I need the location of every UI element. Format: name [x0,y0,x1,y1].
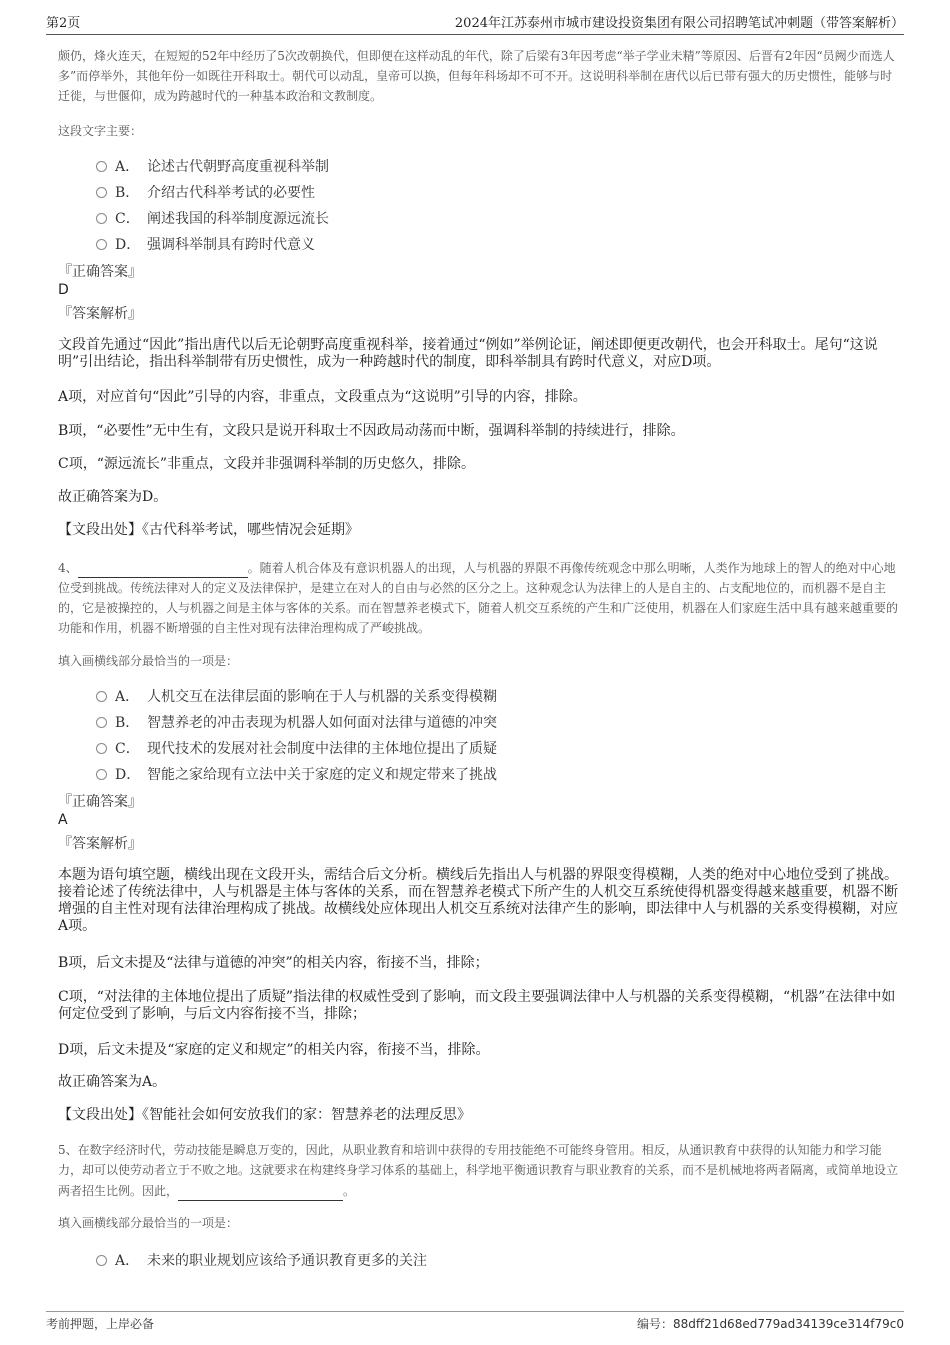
option-text: 现代技术的发展对社会制度中法律的主体地位提出了质疑 [147,741,497,757]
q4-option-d[interactable]: D． 智能之家给现有立法中关于家庭的定义和规定带来了挑战 [96,764,497,784]
option-text: 未来的职业规划应该给予通识教育更多的关注 [147,1253,427,1269]
q3-answer-label: 『正确答案』 [58,264,142,280]
q4-answer-label: 『正确答案』 [58,794,142,810]
q4-blank [78,557,248,578]
q3-analysis-label: 『答案解析』 [58,306,142,322]
q5-question: 填入画横线部分最恰当的一项是： [58,1216,239,1230]
option-text: 介绍古代科举考试的必要性 [147,185,315,201]
q3-analysis-main: 文段首先通过“因此”指出唐代以后无论朝野高度重视科举，接着通过“例如”举例论证，阐述即便更改朝代，也会开科取士。尾句“这说明”引出结论，指出科举制带有历史惯性，成为一种跨越时代的制度，即科举制具有跨时代意义，对应D项。 [58,337,878,370]
q4-passage-text: 。随着人机合体及有意识机器人的出现，人与机器的界限不再像传统观念中那么明晰，人类作为地球上的智人的绝对中心地位受到挑战。传统法律对人的定义及法律保护，是建立在对人的自由与必然的区分之上。这种观念认为法律上的人是自主的、占支配地位的，而机器不是自主的，它是被操控的，人与机器之间是主体与客体的关系。而在智慧养老模式下，随着人机交互系统的产生和广泛使用，机器在人们家庭生活中具有越来越重要的功能和作用，机器不断增强的自主性对现有法律治理构成了严峻挑战。 [58,561,899,635]
q4-answer: A [58,812,68,828]
q3-analysis-b: B项，“必要性”无中生有，文段只是说开科取士不因政局动荡而中断，强调科举制的持续进行，排除。 [58,423,685,439]
q4-option-b[interactable]: B． 智慧养老的冲击表现为机器人如何面对法律与道德的冲突 [96,712,497,732]
radio-icon[interactable] [96,161,107,172]
document-title: 2024年江苏泰州市城市建设投资集团有限公司招聘笔试冲刺题（带答案解析） [454,16,904,31]
radio-icon[interactable] [96,239,107,250]
q3-option-c[interactable]: C． 阐述我国的科举制度源远流长 [96,208,329,228]
q3-answer: D [58,282,69,298]
q5-blank [178,1180,343,1201]
option-text: 强调科举制具有跨时代意义 [147,237,315,253]
option-text: 人机交互在法律层面的影响在于人与机器的关系变得模糊 [147,689,497,705]
q5-passage-tail: 。 [343,1184,356,1198]
option-text: 智能之家给现有立法中关于家庭的定义和规定带来了挑战 [147,767,497,783]
q4-question: 填入画横线部分最恰当的一项是： [58,654,239,668]
radio-icon[interactable] [96,717,107,728]
q3-analysis-c: C项，“源远流长”非重点，文段并非强调科举制的历史悠久，排除。 [58,456,476,472]
option-text: 智慧养老的冲击表现为机器人如何面对法律与道德的冲突 [147,715,497,731]
q5-passage [58,1140,904,1201]
q4-analysis-d: D项，后文未提及“家庭的定义和规定”的相关内容，衔接不当，排除。 [58,1042,490,1058]
option-text: 阐述我国的科举制度源远流长 [147,211,329,227]
q4-number: 4、 [58,561,78,575]
q3-question: 这段文字主要： [58,124,143,138]
footer-code: 编号：88dff21d68ed779ad34139ce314f79c0 [637,1317,904,1331]
option-text: 论述古代朝野高度重视科举制 [147,159,329,175]
q3-option-a[interactable]: A． 论述古代朝野高度重视科举制 [96,156,329,176]
q4-conclusion: 故正确答案为A。 [58,1074,167,1090]
q3-option-d[interactable]: D． 强调科举制具有跨时代意义 [96,234,315,254]
q5-option-a[interactable]: A． 未来的职业规划应该给予通识教育更多的关注 [96,1250,427,1270]
q4-option-c[interactable]: C． 现代技术的发展对社会制度中法律的主体地位提出了质疑 [96,738,497,758]
q4-option-a[interactable]: A． 人机交互在法律层面的影响在于人与机器的关系变得模糊 [96,686,497,706]
q3-conclusion: 故正确答案为D。 [58,489,168,505]
q5-number: 5、 [58,1143,78,1157]
page-header [46,12,904,35]
radio-icon[interactable] [96,769,107,780]
q3-source: 【文段出处】《古代科举考试，哪些情况会延期》 [58,522,359,538]
q4-passage [58,557,904,638]
page-footer [46,1311,904,1331]
q4-analysis-main: 本题为语句填空题，横线出现在文段开头，需结合后文分析。横线后先指出人与机器的界限变得模糊，人类的绝对中心地位受到了挑战。接着论述了传统法律中，人与机器是主体与客体的关系，而在智慧养老模式下所产生的人机交互系统使得机器变得越来越重要，机器不断增强的自主性对现有法律治理构成了挑战。故横线处应体现出人机交互系统对法律产生的影响，即法律中人与机器的关系变得模糊，对应A项。 [58,867,898,934]
radio-icon[interactable] [96,691,107,702]
q4-analysis-b: B项，后文未提及“法律与道德的冲突”的相关内容，衔接不当，排除； [58,955,489,971]
q3-option-b[interactable]: B． 介绍古代科举考试的必要性 [96,182,315,202]
q4-analysis-c: C项，“对法律的主体地位提出了质疑”指法律的权威性受到了影响，而文段主要强调法律中人与机器的关系变得模糊，“机器”在法律中如何定位受到了影响，与后文内容衔接不当，排除； [58,989,896,1022]
radio-icon[interactable] [96,187,107,198]
radio-icon[interactable] [96,213,107,224]
q4-analysis-label: 『答案解析』 [58,836,142,852]
q3-analysis-a: A项，对应首句“因此”引导的内容，非重点，文段重点为“这说明”引导的内容，排除。 [58,389,587,405]
q4-source: 【文段出处】《智能社会如何安放我们的家：智慧养老的法理反思》 [58,1107,471,1123]
radio-icon[interactable] [96,743,107,754]
q5-passage-text: 在数字经济时代，劳动技能是瞬息万变的，因此，从职业教育和培训中获得的专用技能绝不可能终身管用。相反，从通识教育中获得的认知能力和学习能力，却可以使劳动者立于不败之地。这就要求在构建终身学习体系的基础上，科学地平衡通识教育与职业教育的关系，而不是机械地将两者隔离，或简单地设立两者招生比例。因此， [58,1143,899,1198]
q3-passage: 颇仍，烽火连天，在短短的52年中经历了5次改朝换代，但即便在这样动乱的年代，除了后梁有3年因考虑“举子学业未精”等原因、后晋有2年因“员阙少而选人多”而停举外，其他年份一如既往开科取士。朝代可以动乱，皇帝可以换，但每年科场却不可不开。这说明科举制在唐代以后已带有强大的历史惯性，能够与时迁徙，与世偃仰，成为跨越时代的一种基本政治和文教制度。 [58,49,895,103]
radio-icon[interactable] [96,1255,107,1266]
footer-slogan: 考前押题，上岸必备 [46,1317,155,1331]
page-number: 第2页 [46,16,81,31]
